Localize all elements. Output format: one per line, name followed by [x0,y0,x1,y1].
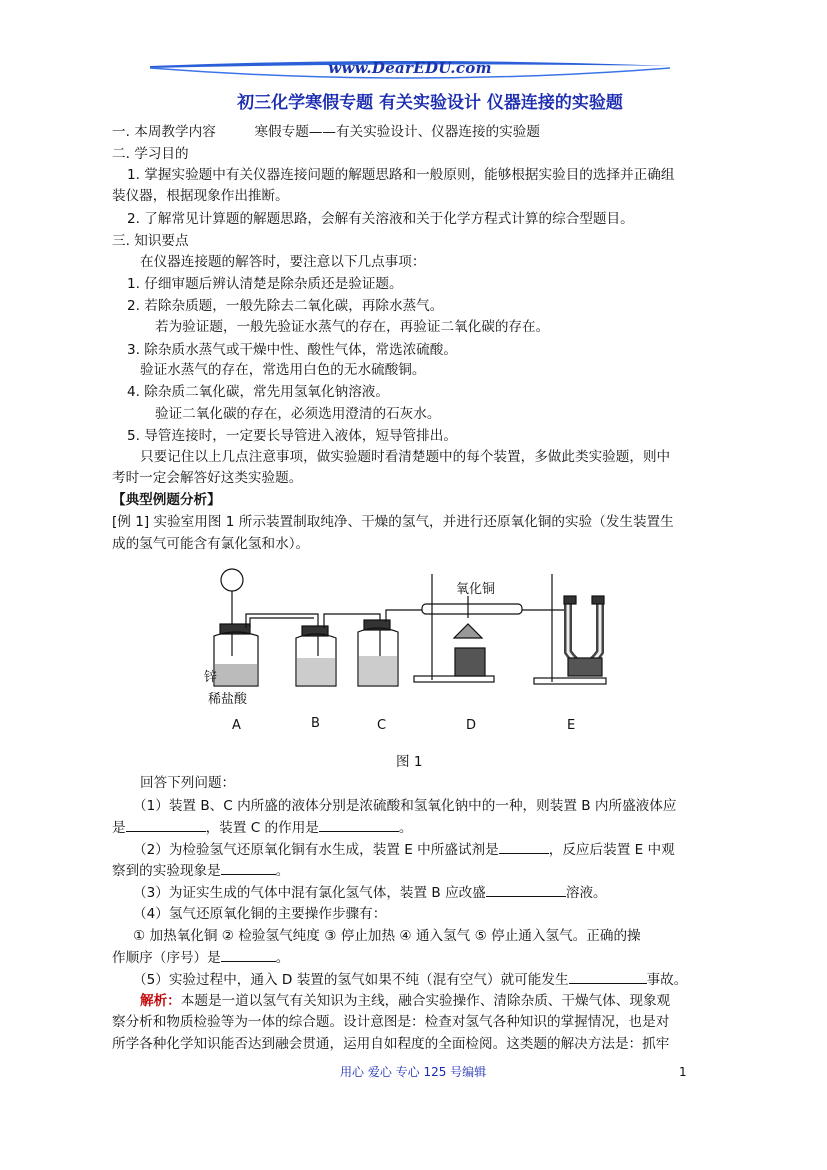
goal-item-1: 1. 掌握实验题中有关仪器连接问题的解题思路和一般原则，能够根据实验目的选择并正确组 [127,167,675,183]
answer-blank-1[interactable] [126,817,206,832]
analysis-line-1 [140,991,670,1011]
label-b: B [311,716,320,731]
question-1: （1）装置 B、C 内所盛的液体分别是浓硫酸和氢氧化钠中的一种，则装置 B 内所盛液体应 [133,798,677,814]
label-c: C [377,718,387,733]
knowledge-point-1: 1. 仔细审题后辨认清楚是除杂质还是验证题。 [127,276,403,292]
label-zinc: 锌 [204,670,218,685]
answer-blank-2[interactable] [319,817,399,832]
page-title: 初三化学寒假专题 有关实验设计 仪器连接的实验题 [237,93,623,113]
q2-prefix: （2）为检验氢气还原氧化铜有水生成，装置 E 中所盛试剂是 [133,842,499,858]
q1-prefix: 是 [112,820,126,836]
knowledge-point-2b: 若为验证题，一般先验证水蒸气的存在，再验证二氧化碳的存在。 [155,319,550,335]
example-1-text: [例 1] 实验室用图 1 所示装置制取纯净、干燥的氢气，并进行还原氧化铜的实验（发生装置生 [112,514,674,530]
answer-blank-6[interactable] [221,947,276,962]
q1-middle: ，装置 C 的作用是 [205,820,319,836]
section3-heading: 三. 知识要点 [112,233,189,249]
question-4-steps: ① 加热氧化铜 ② 检验氢气纯度 ③ 停止加热 ④ 通入氢气 ⑤ 停止通入氢气。正确的操 [133,928,641,944]
analysis-line-3: 所学各种化学知识能否达到融会贯通，运用自如程度的全面检阅。这类题的解决方法是：抓牢 [112,1036,670,1052]
question-2-cont [112,860,289,881]
analysis-text-1: 本题是一道以氢气有关知识为主线，融合实验操作、清除杂质、干燥气体、现象观 [180,993,671,1009]
knowledge-summary-cont: 考时一定会解答好这类实验题。 [112,470,303,486]
example-1-text-cont: 成的氢气可能含有氯化氢和水）。 [112,536,310,552]
answer-blank-7[interactable] [569,969,647,984]
analysis-label: 解析： [140,993,181,1009]
question-4: （4）氢气还原氧化铜的主要操作步骤有： [133,906,387,922]
q4b-prefix: 作顺序（序号）是 [112,950,221,966]
analysis-line-2: 察分析和物质检验等为一体的综合题。设计意图是：检查对氢气各种知识的掌握情况，也是对 [112,1014,670,1030]
q1-end: 。 [398,820,413,836]
page-number: 1 [679,1065,687,1079]
answer-blank-4[interactable] [221,860,276,875]
label-dilute-hcl: 稀盐酸 [208,692,248,707]
q4b-end: 。 [275,950,290,966]
footer-text: 用心 爱心 专心 125 号编辑 [340,1065,487,1079]
knowledge-point-2: 2. 若除杂质题，一般先除去二氧化碳，再除水蒸气。 [127,298,444,314]
q5-prefix: （5）实验过程中，通入 D 装置的氢气如果不纯（混有空气）就可能发生 [133,972,569,988]
question-2 [133,839,675,860]
section2-heading: 二. 学习目的 [112,146,189,162]
question-3 [133,882,607,903]
questions-intro: 回答下列问题： [140,775,236,791]
q2-end: ，反应后装置 E 中观 [548,842,675,858]
label-d: D [466,718,477,733]
label-e: E [567,718,576,733]
examples-heading: 【典型例题分析】 [112,492,221,508]
knowledge-summary: 只要记住以上几点注意事项，做实验题时看清楚题中的每个装置，多做此类实验题，则中 [140,449,671,465]
knowledge-intro: 在仪器连接题的解答时，要注意以下几点事项： [140,254,426,270]
label-a: A [232,718,241,733]
q5-end: 事故。 [646,972,688,988]
site-url[interactable]: www.DearEDU.com [328,59,492,77]
knowledge-point-4: 4. 除杂质二氧化碳，常先用氢氧化钠溶液。 [127,384,389,400]
label-copper-oxide: 氧化铜 [456,582,496,597]
answer-blank-3[interactable] [499,839,549,854]
figure-caption: 图 1 [396,754,423,770]
apparatus-diagram [200,566,620,736]
knowledge-point-4b: 验证二氧化碳的存在，必须选用澄清的石灰水。 [155,406,441,422]
q3-end: 溶液。 [565,885,607,901]
section1-heading: 一. 本周教学内容 [112,124,216,140]
knowledge-point-5: 5. 导管连接时，一定要长导管进入液体，短导管排出。 [127,428,457,444]
knowledge-point-3b: 验证水蒸气的存在，常选用白色的无水硫酸铜。 [140,362,426,378]
section1-content: 寒假专题——有关实验设计、仪器连接的实验题 [254,124,540,140]
question-4-cont [112,947,289,968]
answer-blank-5[interactable] [486,882,566,897]
section1-line [112,122,540,142]
question-5 [133,969,687,990]
question-1-cont [112,817,412,838]
knowledge-point-3: 3. 除杂质水蒸气或干燥中性、酸性气体，常选浓硫酸。 [127,342,457,358]
q2b-prefix: 察到的实验现象是 [112,863,221,879]
goal-item-2: 2. 了解常见计算题的解题思路，会解有关溶液和关于化学方程式计算的综合型题目。 [127,211,634,227]
q2b-end: 。 [275,863,290,879]
q3-prefix: （3）为证实生成的气体中混有氯化氢气体，装置 B 应改盛 [133,885,486,901]
goal-item-1-cont: 装仪器，根据现象作出推断。 [112,188,289,204]
